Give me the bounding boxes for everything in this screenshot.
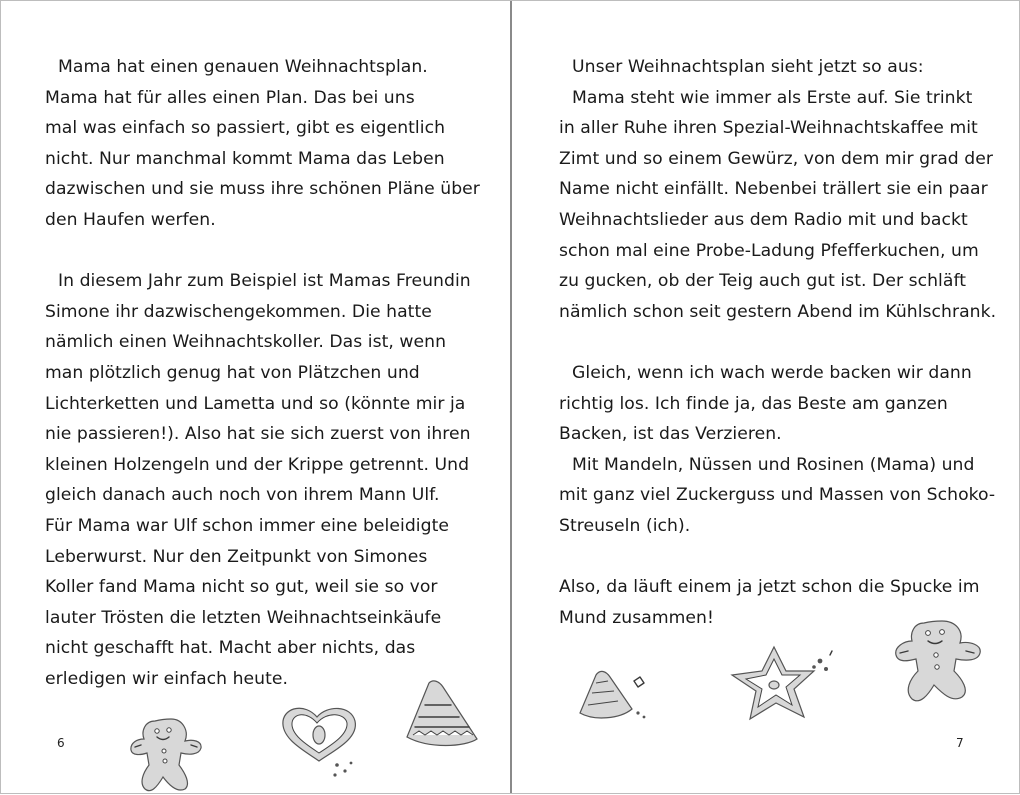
left-page-text-line: man plötzlich genug hat von Plätzchen und [45, 362, 420, 383]
right-page-text-line: Also, da läuft einem ja jetzt schon die Spucke im [559, 577, 980, 598]
left-page-text-line: Leberwurst. Nur den Zeitpunkt von Simones [45, 546, 428, 567]
star-cookie-icon [724, 637, 834, 729]
right-page-text-line: Mama steht wie immer als Erste auf. Sie trinkt [572, 87, 973, 108]
gingerbread-man-icon [127, 717, 211, 795]
left-page-text-line: Simone ihr dazwischengekommen. Die hatte [45, 301, 432, 322]
left-page-text-line: nicht geschafft hat. Macht aber nichts, das [45, 638, 416, 659]
left-page-text-line: nicht. Nur manchmal kommt Mama das Leben [45, 148, 445, 169]
right-page-text [559, 52, 996, 633]
right-page-text-line: Gleich, wenn ich wach werde backen wir dann [572, 362, 972, 383]
left-page-text-line: Lichterketten und Lametta und so (könnte mir ja [45, 393, 466, 414]
right-page [512, 1, 1020, 793]
left-page-text [45, 52, 480, 694]
left-page-text-line: Mama hat für alles einen Plan. Das bei uns [45, 87, 415, 108]
left-page [1, 1, 509, 793]
left-page-text-line: Für Mama war Ulf schon immer eine beleidigte [45, 515, 449, 536]
right-page-text-line: schon mal eine Probe-Ladung Pfefferkuchen, um [559, 240, 979, 261]
right-page-text-line [559, 542, 996, 573]
right-page-text-line: zu gucken, ob der Teig auch gut ist. Der schläft [559, 271, 967, 292]
left-page-text-line: erledigen wir einfach heute. [45, 668, 289, 689]
left-page-text-line [45, 236, 480, 267]
right-page-text-line: Unser Weihnachtsplan sieht jetzt so aus: [572, 57, 924, 77]
right-page-text-line: nämlich schon seit gestern Abend im Kühlschrank. [559, 301, 997, 322]
right-page-text-line: richtig los. Ich finde ja, das Beste am ganzen [559, 393, 948, 414]
right-page-text-line: Streuseln (ich). [559, 515, 691, 536]
left-page-text-line: gleich danach auch noch von ihrem Mann Ulf. [45, 485, 440, 506]
page-number-left: 6 [57, 736, 65, 750]
left-page-text-line: dazwischen und sie muss ihre schönen Pläne über [45, 179, 480, 200]
right-page-text-line: Zimt und so einem Gewürz, von dem mir grad der [559, 148, 993, 169]
left-page-text-line: lauter Trösten die letzten Weihnachtseinkäufe [45, 607, 442, 628]
right-page-text-line: in aller Ruhe ihren Spezial-Weihnachtskaffee mit [559, 118, 978, 139]
right-page-text-line: Name nicht einfällt. Nebenbei trällert sie ein paar [559, 179, 988, 200]
left-page-text-line: mal was einfach so passiert, gibt es eigentlich [45, 118, 446, 139]
left-page-text-line: kleinen Holzengeln und der Krippe getrennt. Und [45, 454, 470, 475]
heart-cookie-icon [275, 701, 365, 783]
right-page-text-line: mit ganz viel Zuckerguss und Massen von Schoko- [559, 485, 996, 506]
right-page-text-line: Backen, ist das Verzieren. [559, 424, 782, 445]
left-page-text-line: nie passieren!). Also hat sie sich zuerst von ihren [45, 424, 471, 445]
left-page-text-line: Koller fand Mama nicht so gut, weil sie so vor [45, 577, 438, 598]
right-page-text-line: Mund zusammen! [559, 607, 714, 628]
gingerbread-man-icon [890, 617, 990, 707]
tree-cookie-icon [399, 677, 483, 753]
left-page-text-line: In diesem Jahr zum Beispiel ist Mamas Freundin [58, 271, 471, 292]
right-page-text-line: Weihnachtslieder aus dem Radio mit und backt [559, 209, 968, 230]
right-page-text-line: Mit Mandeln, Nüssen und Rosinen (Mama) und [572, 454, 975, 475]
tree-cookie-icon [574, 661, 650, 729]
left-page-text-line: Mama hat einen genauen Weihnachtsplan. [58, 57, 428, 77]
left-page-text-line: den Haufen werfen. [45, 209, 216, 230]
left-page-text-line: nämlich einen Weihnachtskoller. Das ist, wenn [45, 332, 447, 353]
page-number-right: 7 [956, 736, 964, 750]
right-page-text-line [559, 327, 996, 358]
